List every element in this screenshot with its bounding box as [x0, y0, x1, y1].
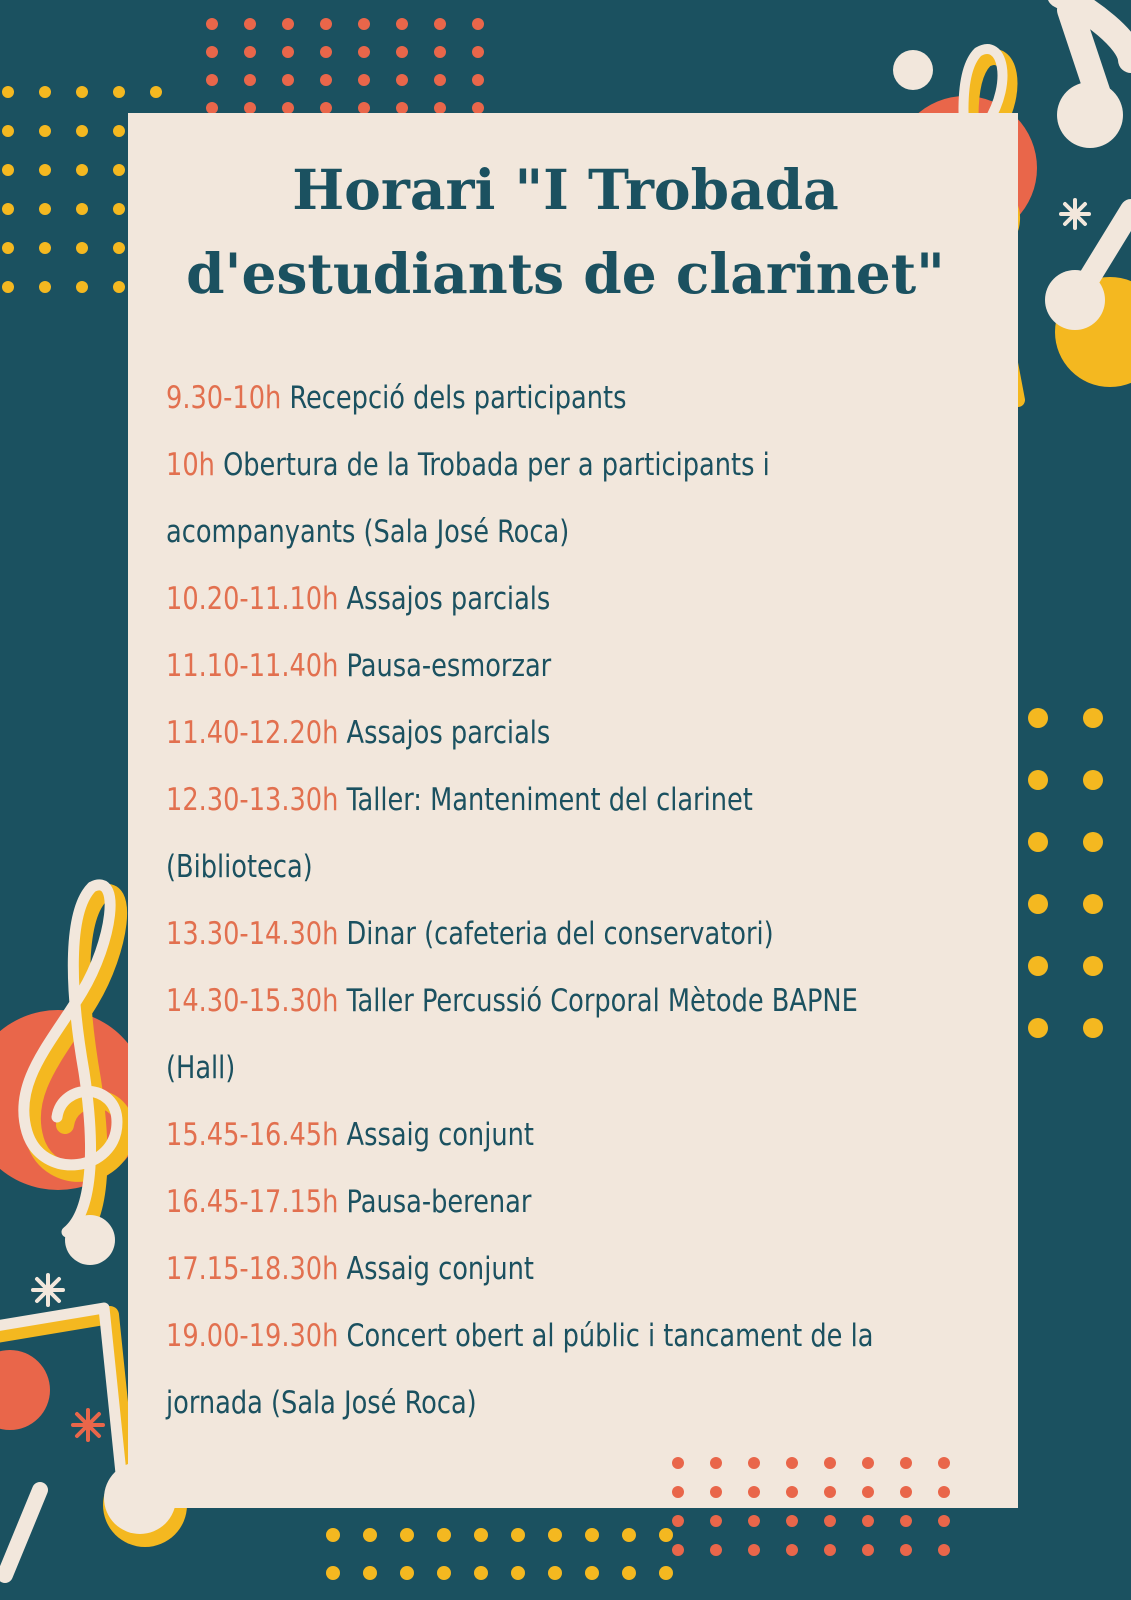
schedule-time: 16.45-17.15h — [166, 1184, 339, 1220]
schedule-activity: Assajos parcials — [346, 581, 551, 617]
schedule-activity: Assaig conjunt — [346, 1117, 534, 1153]
schedule-item — [166, 767, 902, 901]
schedule-activity: Assaig conjunt — [346, 1251, 534, 1287]
schedule-item — [166, 700, 902, 767]
schedule-item — [166, 901, 902, 968]
schedule-activity: Taller: Manteniment del clarinet (Biblioteca) — [166, 782, 753, 885]
schedule-activity: Dinar (cafeteria del conservatori) — [346, 916, 774, 952]
schedule-time: 15.45-16.45h — [166, 1117, 339, 1153]
schedule-item — [166, 566, 902, 633]
schedule-time: 14.30-15.30h — [166, 983, 339, 1019]
schedule-time: 13.30-14.30h — [166, 916, 339, 952]
schedule-activity: Concert obert al públic i tancament de la jornada (Sala José Roca) — [166, 1318, 874, 1421]
schedule-item — [166, 633, 902, 700]
schedule-item — [166, 1102, 902, 1169]
schedule-activity: Obertura de la Trobada per a participants i acompanyants (Sala José Roca) — [166, 447, 770, 550]
schedule-item — [166, 1303, 902, 1437]
schedule-item — [166, 365, 902, 432]
schedule-time: 11.40-12.20h — [166, 715, 339, 751]
schedule-activity: Assajos parcials — [346, 715, 551, 751]
schedule-time: 9.30-10h — [166, 380, 282, 416]
orange-dot-grid — [672, 1457, 950, 1556]
schedule-time: 12.30-13.30h — [166, 782, 339, 818]
schedule-activity: Pausa-esmorzar — [346, 648, 552, 684]
schedule-activity: Pausa-berenar — [346, 1184, 532, 1220]
schedule-time: 17.15-18.30h — [166, 1251, 339, 1287]
schedule-item — [166, 432, 902, 566]
page-title — [0, 148, 1131, 316]
schedule-time: 11.10-11.40h — [166, 648, 339, 684]
schedule-item — [166, 968, 902, 1102]
schedule-list — [166, 365, 902, 1437]
schedule-time: 19.00-19.30h — [166, 1318, 339, 1354]
title-line: Horari "I Trobada — [292, 157, 839, 222]
schedule-activity: Recepció dels participants — [289, 380, 627, 416]
title-line: d'estudiants de clarinet" — [186, 241, 945, 306]
schedule-activity: Taller Percussió Corporal Mètode BAPNE (Hall) — [166, 983, 858, 1086]
schedule-item — [166, 1169, 902, 1236]
schedule-time: 10.20-11.10h — [166, 581, 339, 617]
schedule-item — [166, 1236, 902, 1303]
schedule-time: 10h — [166, 447, 215, 483]
